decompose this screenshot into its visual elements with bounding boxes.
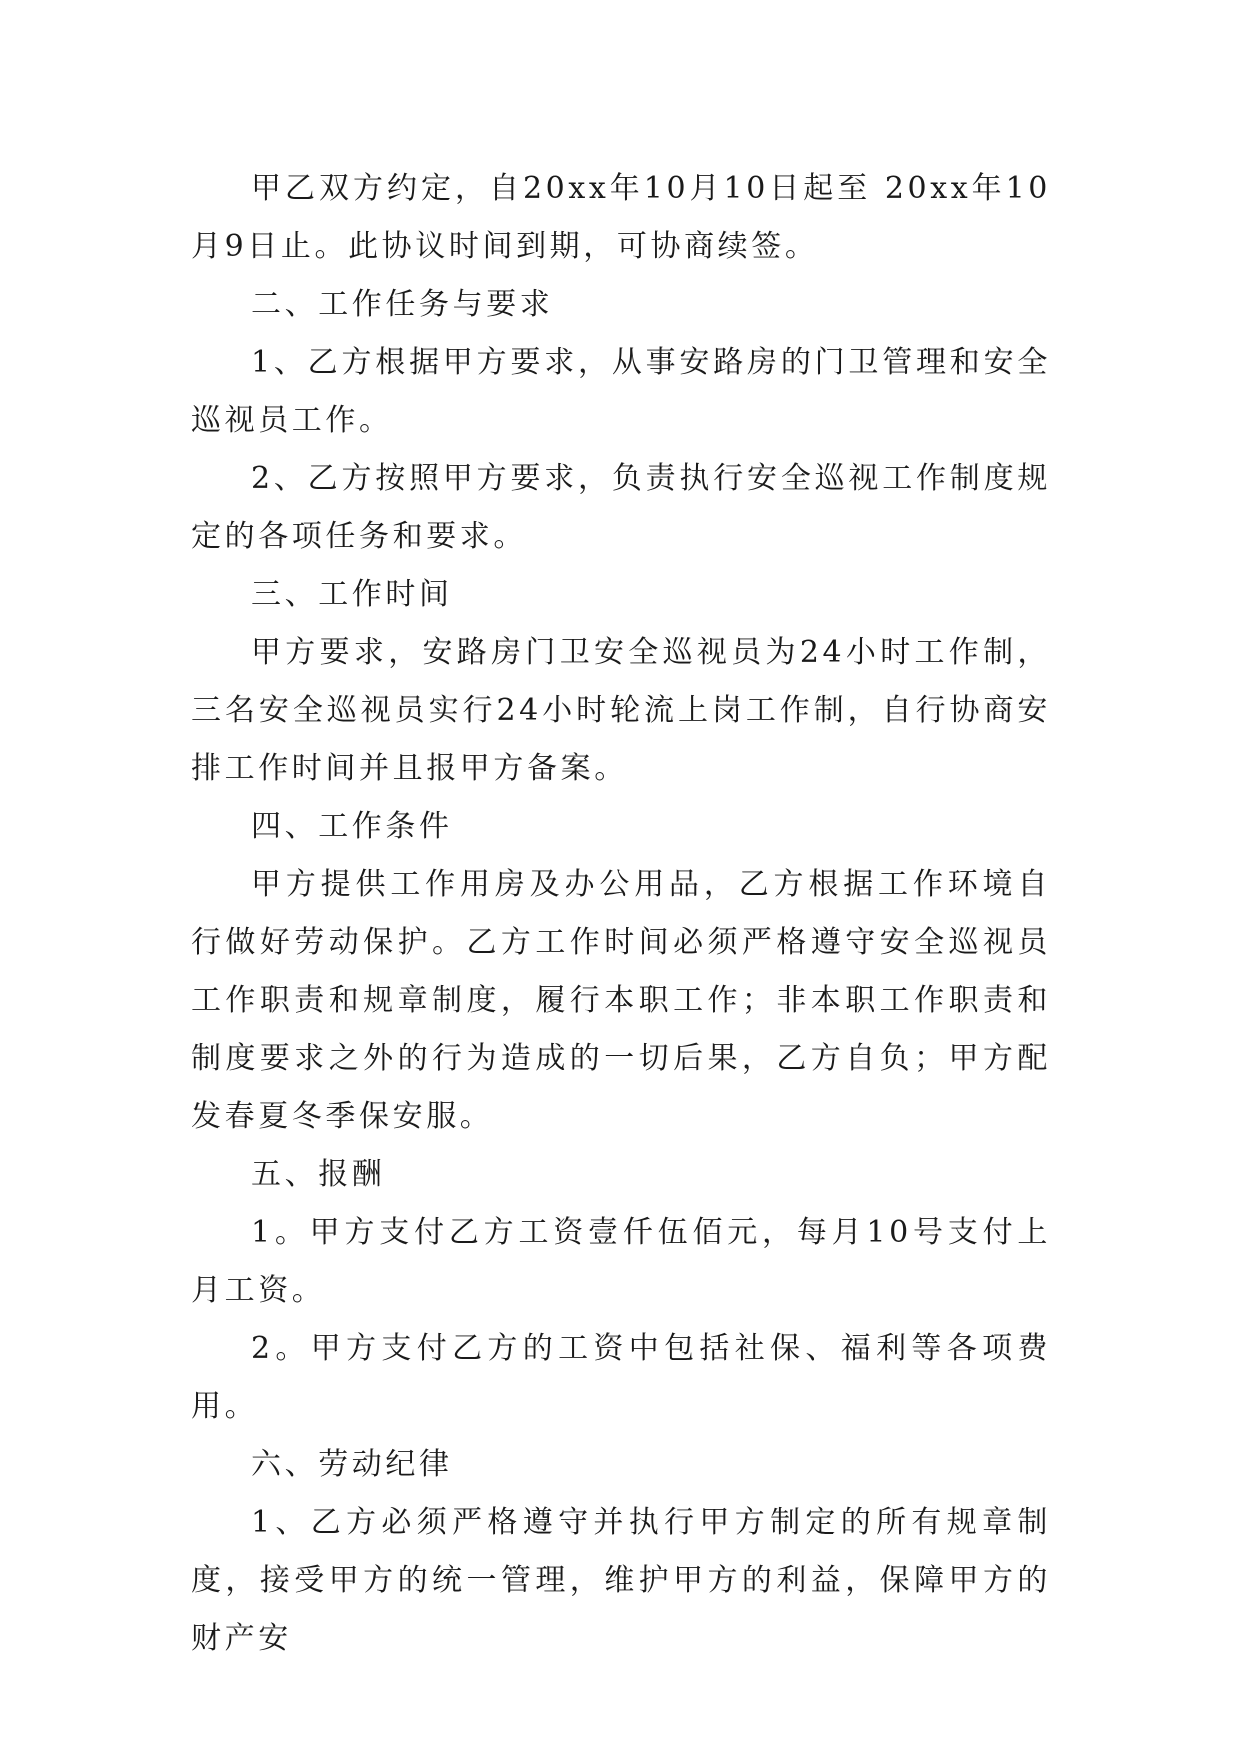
document-body <box>191 160 1051 1668</box>
section-heading-conditions: 四、工作条件 <box>251 809 453 844</box>
paragraph-work-time: 甲方要求，安路房门卫安全巡视员为24小时工作制，三名安全巡视员实行24小时轮流上岗工作制，自行协商安排工作时间并且报甲方备案。 <box>191 635 1051 786</box>
paragraph-task-2: 2、乙方按照甲方要求，负责执行安全巡视工作制度规定的各项任务和要求。 <box>191 461 1051 554</box>
paragraph-term: 甲乙双方约定，自20xx年10月10日起至 20xx年10月9日止。此协议时间到期，可协商续签。 <box>191 171 1051 264</box>
paragraph-task-1: 1、乙方根据甲方要求，从事安路房的门卫管理和安全巡视员工作。 <box>191 345 1051 438</box>
paragraph-conditions: 甲方提供工作用房及办公用品，乙方根据工作环境自行做好劳动保护。乙方工作时间必须严格遵守安全巡视员工作职责和规章制度，履行本职工作；非本职工作职责和制度要求之外的行为造成的一切后果，乙方自负；甲方配发春夏冬季保安服。 <box>191 867 1051 1134</box>
section-heading-discipline: 六、劳动纪律 <box>251 1447 453 1482</box>
paragraph-pay-2: 2。甲方支付乙方的工资中包括社保、福利等各项费用。 <box>191 1331 1051 1424</box>
paragraph-discipline-1: 1、乙方必须严格遵守并执行甲方制定的所有规章制度，接受甲方的统一管理，维护甲方的利益，保障甲方的财产安 <box>191 1505 1051 1656</box>
section-heading-pay: 五、报酬 <box>251 1157 386 1192</box>
section-heading-tasks: 二、工作任务与要求 <box>251 287 554 322</box>
paragraph-pay-1: 1。甲方支付乙方工资壹仟伍佰元，每月10号支付上月工资。 <box>191 1215 1051 1308</box>
section-heading-work-time: 三、工作时间 <box>251 577 453 612</box>
